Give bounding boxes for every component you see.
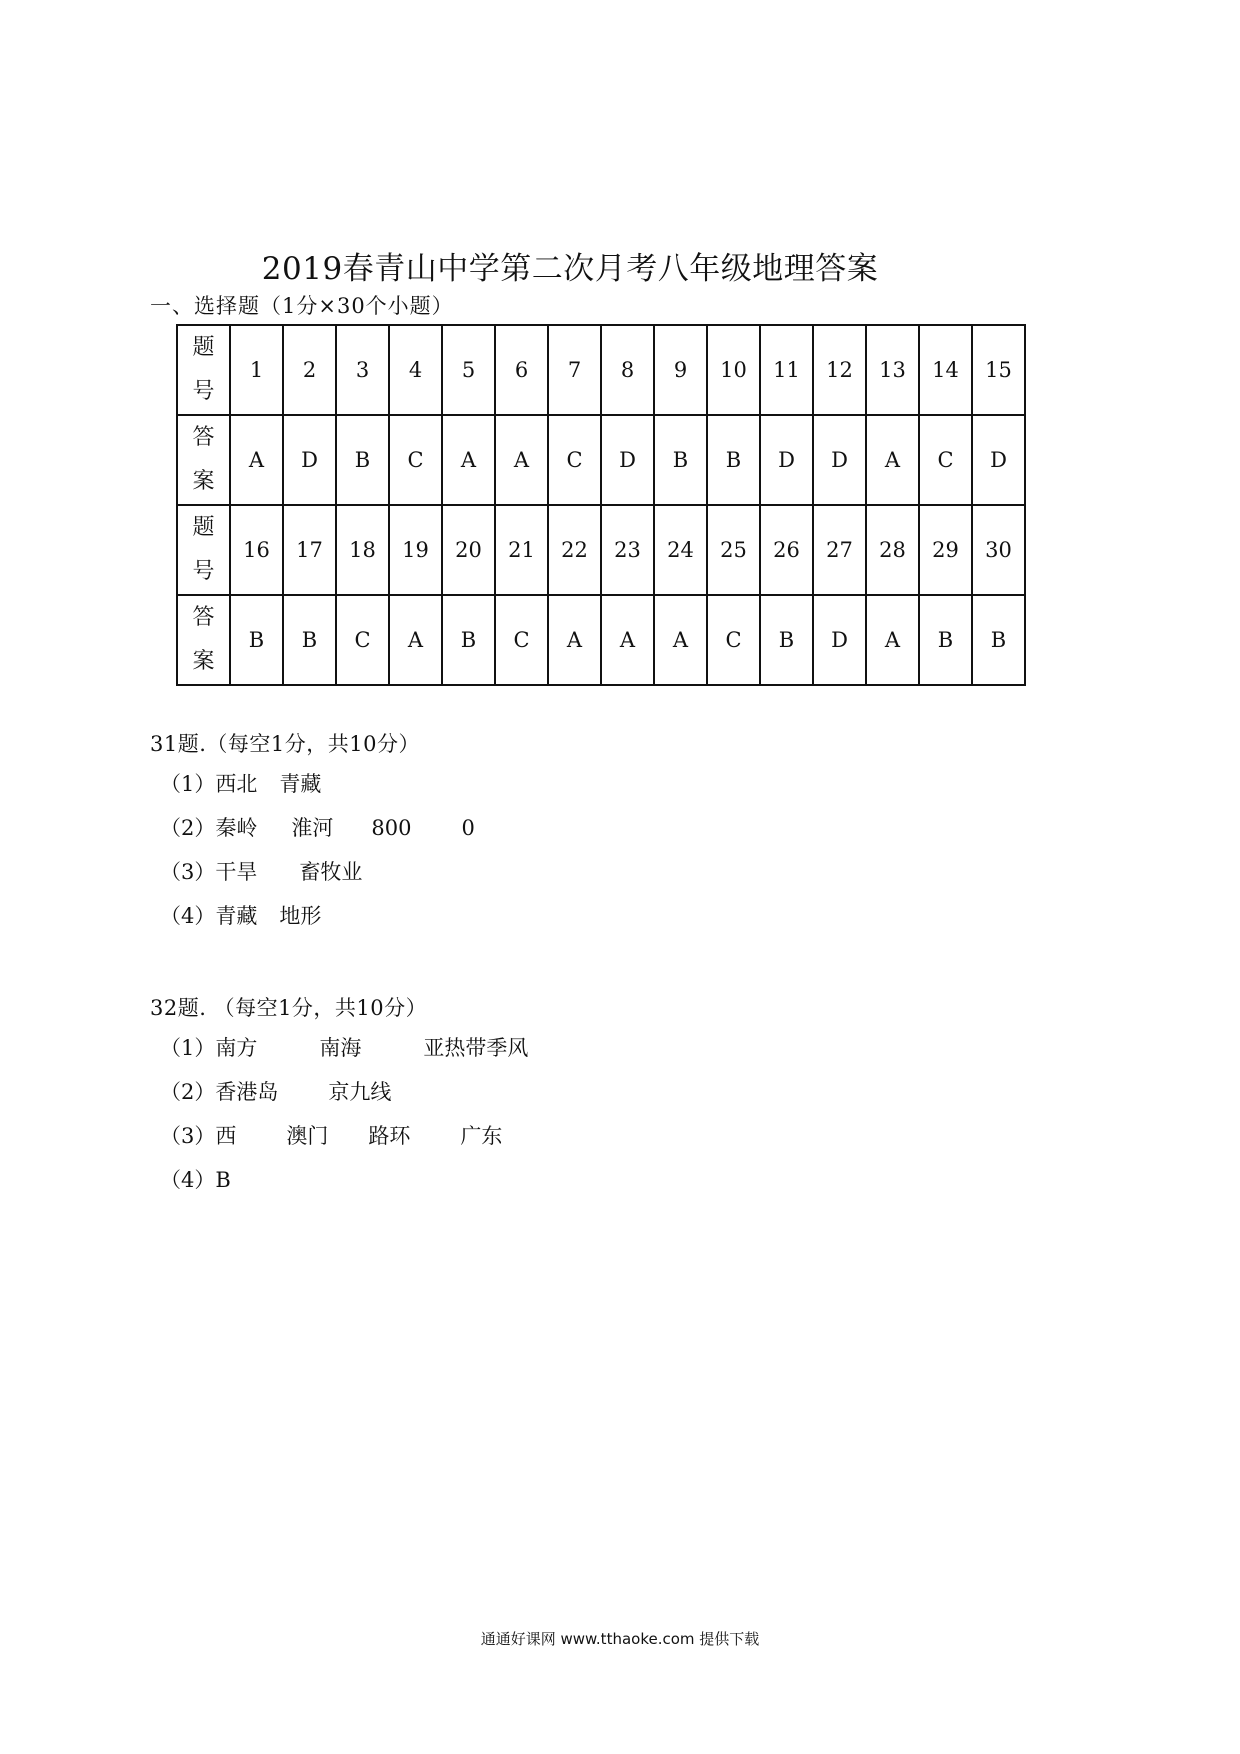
q31-answer-line <box>150 894 475 938</box>
answer-text: （4）青藏 <box>160 904 258 928</box>
answer-label <box>177 415 230 505</box>
answer-cell: B <box>230 595 283 685</box>
question-number-cell: 16 <box>230 505 283 595</box>
answer-cell: A <box>442 415 495 505</box>
q32-answer-line <box>150 1026 528 1070</box>
answer-cell: C <box>495 595 548 685</box>
question-number-label-char: 题 <box>192 335 215 360</box>
answer-cell: B <box>760 595 813 685</box>
answer-cell: B <box>972 595 1025 685</box>
answer-cell: B <box>707 415 760 505</box>
question-number-cell: 19 <box>389 505 442 595</box>
answer-table <box>176 324 1026 686</box>
answer-cell: B <box>442 595 495 685</box>
question-number-cell: 23 <box>601 505 654 595</box>
answer-cell: D <box>972 415 1025 505</box>
answer-text: 澳门 <box>286 1124 329 1148</box>
question-31-title: 31题.（每空1分，共10分） <box>150 732 420 756</box>
answer-cell: C <box>336 595 389 685</box>
answer-text: 青藏 <box>279 772 322 796</box>
answer-cell: B <box>283 595 336 685</box>
question-number-cell: 29 <box>919 505 972 595</box>
question-number-row <box>177 325 1025 415</box>
answer-text: 畜牧业 <box>299 860 363 884</box>
answer-text: 京九线 <box>328 1080 392 1104</box>
answer-cell: D <box>813 415 866 505</box>
answer-cell: A <box>230 415 283 505</box>
question-number-cell: 6 <box>495 325 548 415</box>
answer-cell: B <box>919 595 972 685</box>
answer-cell: D <box>813 595 866 685</box>
q32-answer-line <box>150 1114 528 1158</box>
answer-cell: B <box>654 415 707 505</box>
question-31-block <box>150 728 475 938</box>
question-number-cell: 13 <box>866 325 919 415</box>
question-number-cell: 14 <box>919 325 972 415</box>
page-title: 2019春青山中学第二次月考八年级地理答案 <box>261 251 879 287</box>
footer-source: 通通好课网 www.tthaoke.com 提供下载 <box>480 1630 760 1648</box>
question-number-cell: 3 <box>336 325 389 415</box>
question-number-cell: 1 <box>230 325 283 415</box>
answer-cell: C <box>389 415 442 505</box>
question-number-cell: 18 <box>336 505 389 595</box>
answer-text: （2）秦岭 <box>160 816 258 840</box>
question-number-row <box>177 505 1025 595</box>
question-number-cell: 21 <box>495 505 548 595</box>
question-number-cell: 4 <box>389 325 442 415</box>
question-number-cell: 30 <box>972 505 1025 595</box>
answer-text: 800 <box>371 816 412 840</box>
q31-answer-line <box>150 850 475 894</box>
answer-text: （1）南方 <box>160 1036 258 1060</box>
answer-text: （3）西 <box>160 1124 237 1148</box>
question-number-label <box>177 505 230 595</box>
answer-label-char: 答 <box>192 425 215 450</box>
answer-text: 0 <box>461 816 475 840</box>
answer-cell: D <box>760 415 813 505</box>
section-heading-multiple-choice: 一、选择题（1分×30个小题） <box>150 294 454 318</box>
answer-cell: C <box>707 595 760 685</box>
answer-cell: A <box>389 595 442 685</box>
question-number-cell: 27 <box>813 505 866 595</box>
answer-text: （3）干旱 <box>160 860 258 884</box>
answer-text: （4）B <box>160 1168 231 1192</box>
answer-label-char: 案 <box>192 649 215 674</box>
answer-text: （2）香港岛 <box>160 1080 279 1104</box>
question-number-cell: 7 <box>548 325 601 415</box>
answer-text: 路环 <box>368 1124 411 1148</box>
answer-text: （1）西北 <box>160 772 258 796</box>
question-number-cell: 9 <box>654 325 707 415</box>
answer-row <box>177 595 1025 685</box>
question-number-cell: 8 <box>601 325 654 415</box>
answer-text: 南海 <box>319 1036 362 1060</box>
answer-row <box>177 415 1025 505</box>
question-number-cell: 10 <box>707 325 760 415</box>
answer-cell: A <box>654 595 707 685</box>
answer-cell: A <box>495 415 548 505</box>
question-number-cell: 11 <box>760 325 813 415</box>
answer-text: 淮河 <box>291 816 334 840</box>
answer-cell: A <box>601 595 654 685</box>
answer-cell: D <box>283 415 336 505</box>
question-number-cell: 26 <box>760 505 813 595</box>
question-number-cell: 17 <box>283 505 336 595</box>
answer-label <box>177 595 230 685</box>
question-number-cell: 15 <box>972 325 1025 415</box>
question-number-cell: 5 <box>442 325 495 415</box>
answer-cell: D <box>601 415 654 505</box>
answer-cell: C <box>919 415 972 505</box>
answer-cell: A <box>866 415 919 505</box>
question-32-title: 32题. （每空1分，共10分） <box>150 996 428 1020</box>
q32-answer-line <box>150 1070 528 1114</box>
question-number-cell: 24 <box>654 505 707 595</box>
q31-answer-line <box>150 762 475 806</box>
answer-cell: B <box>336 415 389 505</box>
q32-answer-line <box>150 1158 528 1202</box>
answer-cell: A <box>866 595 919 685</box>
answer-text: 广东 <box>460 1124 503 1148</box>
answer-label-char: 答 <box>192 605 215 630</box>
question-number-label-char: 号 <box>192 379 215 404</box>
answer-cell: C <box>548 415 601 505</box>
question-number-cell: 2 <box>283 325 336 415</box>
answer-cell: A <box>548 595 601 685</box>
answer-text: 亚热带季风 <box>423 1036 529 1060</box>
question-number-cell: 12 <box>813 325 866 415</box>
answer-text: 地形 <box>279 904 322 928</box>
question-number-label-char: 号 <box>192 559 215 584</box>
question-32-block <box>150 992 528 1202</box>
question-number-cell: 22 <box>548 505 601 595</box>
question-number-label-char: 题 <box>192 515 215 540</box>
answer-label-char: 案 <box>192 469 215 494</box>
q31-answer-line <box>150 806 475 850</box>
question-number-label <box>177 325 230 415</box>
question-number-cell: 28 <box>866 505 919 595</box>
question-number-cell: 25 <box>707 505 760 595</box>
question-number-cell: 20 <box>442 505 495 595</box>
